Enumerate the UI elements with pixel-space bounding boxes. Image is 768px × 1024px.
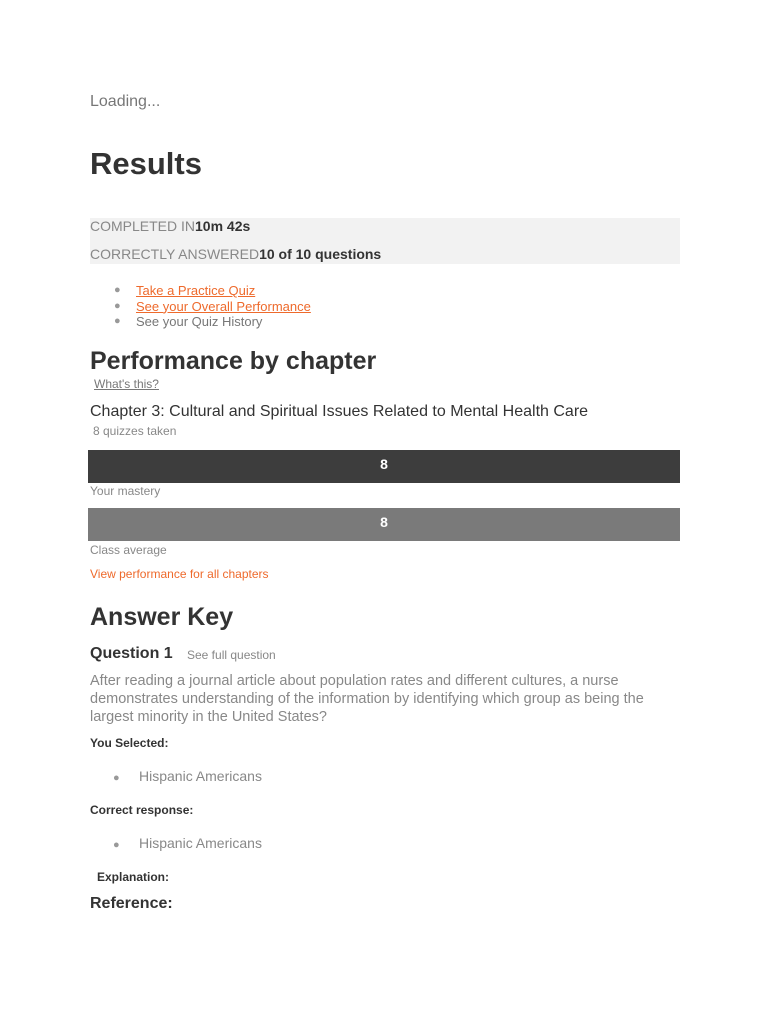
question-label: Question 1 — [90, 645, 173, 662]
completed-in-value: 10m 42s — [195, 218, 251, 234]
whats-this-link[interactable]: What's this? — [94, 377, 159, 391]
bullet-icon: ● — [113, 772, 120, 784]
list-item — [90, 314, 311, 330]
bullet-icon: ● — [114, 315, 121, 327]
overall-performance-link[interactable]: See your Overall Performance — [136, 298, 311, 314]
explanation-label: Explanation: — [97, 870, 170, 884]
selected-answer — [113, 768, 262, 784]
list-item — [90, 299, 311, 315]
quiz-links-list — [90, 283, 311, 330]
question-text: After reading a journal article about population rates and different cultures, a nurse demonstrates understanding of the information by identifying which group as being the largest minority in the United States? — [90, 673, 644, 725]
completed-in-label: COMPLETED IN — [90, 218, 196, 234]
results-summary — [90, 218, 680, 264]
loading-text: Loading... — [90, 93, 161, 110]
class-average-bar — [88, 508, 680, 541]
class-average-label: Class average — [90, 543, 167, 557]
list-item — [90, 283, 311, 299]
selected-answer-text: Hispanic Americans — [139, 768, 262, 784]
reference-label: Reference: — [90, 895, 173, 912]
mastery-bar — [88, 450, 680, 483]
class-average-value: 8 — [380, 514, 388, 530]
quizzes-taken-count: 8 quizzes taken — [93, 424, 177, 438]
take-practice-quiz-link[interactable]: Take a Practice Quiz — [136, 283, 256, 298]
performance-by-chapter-heading: Performance by chapter — [90, 347, 377, 375]
correctly-answered-row — [90, 246, 381, 262]
answer-key-heading: Answer Key — [90, 603, 234, 631]
see-full-question-link[interactable]: See full question — [187, 648, 276, 662]
correctly-answered-value: 10 of 10 questions — [259, 246, 382, 262]
bullet-icon: ● — [113, 839, 120, 851]
correct-answer-text: Hispanic Americans — [139, 835, 262, 851]
correct-answer — [113, 835, 262, 851]
page-title: Results — [90, 146, 202, 181]
you-selected-label: You Selected: — [90, 736, 169, 750]
completed-in-row — [90, 218, 250, 234]
bullet-icon: ● — [114, 299, 121, 312]
mastery-label: Your mastery — [90, 484, 161, 498]
correctly-answered-label: CORRECTLY ANSWERED — [90, 246, 260, 262]
mastery-value: 8 — [380, 456, 388, 472]
correct-response-label: Correct response: — [90, 803, 194, 817]
quiz-history-text: See your Quiz History — [136, 314, 263, 329]
bullet-icon: ● — [114, 284, 121, 296]
chapter-title: Chapter 3: Cultural and Spiritual Issues Related to Mental Health Care — [90, 403, 589, 420]
view-all-chapters-link[interactable]: View performance for all chapters — [90, 567, 269, 581]
